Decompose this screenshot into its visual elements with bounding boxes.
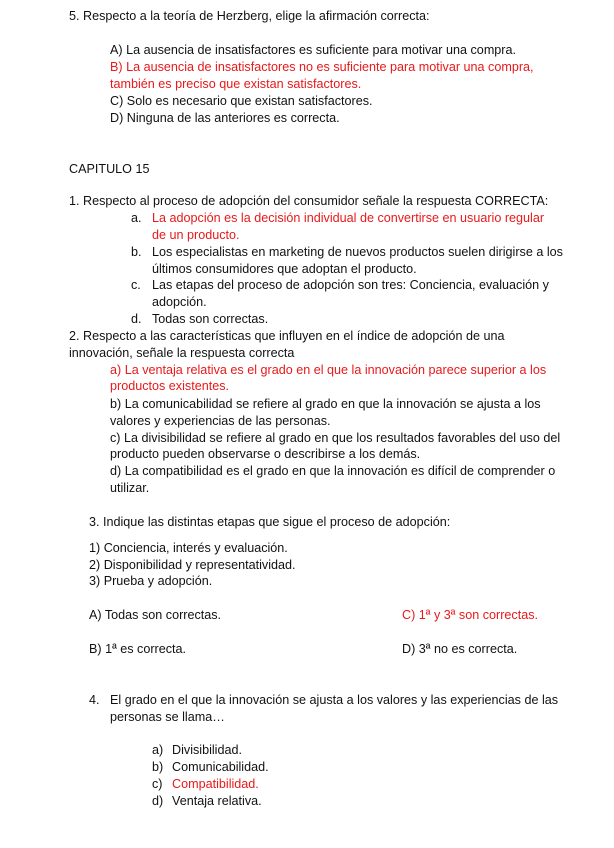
c15q1-option-c-continued: adopción. — [152, 295, 207, 309]
c15q1-option-a-continued: de un producto. — [152, 228, 240, 242]
c15q2-option-a-correct: a) La ventaja relativa es el grado en el que la innovación parece superior a los — [110, 363, 547, 377]
c15q1-question: 1. Respecto al proceso de adopción del consumidor señale la respuesta CORRECTA: — [69, 194, 549, 208]
c15q3-option-d: D) 3ª no es correcta. — [402, 642, 518, 656]
chapter-title: CAPITULO 15 — [69, 162, 150, 176]
c15q4-option-b: Comunicabilidad. — [172, 760, 269, 774]
q5-option-b-correct: B) La ausencia de insatisfactores no es suficiente para motivar una compra, — [110, 60, 534, 74]
c15q4-option-c-correct: Compatibilidad. — [172, 777, 259, 791]
c15q1-option-d: Todas son correctas. — [152, 312, 269, 326]
c15q4-option-d: Ventaja relativa. — [172, 794, 262, 808]
q5-option-b-continued: también es preciso que existan satisfactores. — [110, 77, 362, 91]
c15q4-marker-b: b) — [152, 760, 164, 774]
c15q2-question-continued: innovación, señale la respuesta correcta — [69, 346, 295, 360]
q5-option-a: A) La ausencia de insatisfactores es suficiente para motivar una compra. — [110, 43, 517, 57]
c15q3-option-c-correct: C) 1ª y 3ª son correctas. — [402, 608, 539, 622]
c15q2-option-b-continued: valores y experiencias de las personas. — [110, 414, 331, 428]
c15q3-item-3: 3) Prueba y adopción. — [89, 574, 213, 588]
q5-option-c: C) Solo es necesario que existan satisfactores. — [110, 94, 373, 108]
c15q1-option-a-correct: La adopción es la decisión individual de convertirse en usuario regular — [152, 211, 545, 225]
c15q2-option-b: b) La comunicabilidad se refiere al grado en que la innovación se ajusta a los — [110, 397, 541, 411]
c15q2-question: 2. Respecto a las características que influyen en el índice de adopción de una — [69, 329, 505, 343]
c15q1-marker-a: a. — [131, 211, 142, 225]
c15q4-number: 4. — [89, 693, 100, 707]
c15q1-marker-d: d. — [131, 312, 142, 326]
c15q1-option-b: Los especialistas en marketing de nuevos productos suelen dirigirse a los — [152, 245, 563, 259]
c15q4-question-continued: personas se llama… — [110, 710, 225, 724]
c15q4-marker-c: c) — [152, 777, 163, 791]
c15q4-marker-d: d) — [152, 794, 164, 808]
c15q1-marker-c: c. — [131, 278, 141, 292]
q5-question: 5. Respecto a la teoría de Herzberg, elige la afirmación correcta: — [69, 9, 430, 23]
c15q2-option-c: c) La divisibilidad se refiere al grado en que los resultados favorables del uso del — [110, 431, 561, 445]
c15q4-marker-a: a) — [152, 743, 164, 757]
c15q3-option-a: A) Todas son correctas. — [89, 608, 222, 622]
c15q3-question: 3. Indique las distintas etapas que sigue el proceso de adopción: — [89, 515, 451, 529]
c15q1-option-b-continued: últimos consumidores que adoptan el producto. — [152, 262, 417, 276]
c15q2-option-d: d) La compatibilidad es el grado en que la innovación es difícil de comprender o — [110, 464, 556, 478]
c15q4-question: El grado en el que la innovación se ajusta a los valores y las experiencias de las — [110, 693, 559, 707]
c15q4-option-a: Divisibilidad. — [172, 743, 242, 757]
c15q1-marker-b: b. — [131, 245, 142, 259]
c15q2-option-d-continued: utilizar. — [110, 481, 150, 495]
c15q2-option-c-continued: producto pueden observarse o describirse a los demás. — [110, 447, 421, 461]
q5-option-d: D) Ninguna de las anteriores es correcta. — [110, 111, 340, 125]
c15q3-item-2: 2) Disponibilidad y representatividad. — [89, 558, 296, 572]
c15q1-option-c: Las etapas del proceso de adopción son tres: Conciencia, evaluación y — [152, 278, 549, 292]
c15q3-item-1: 1) Conciencia, interés y evaluación. — [89, 541, 288, 555]
c15q2-option-a-continued: productos existentes. — [110, 379, 230, 393]
c15q3-option-b: B) 1ª es correcta. — [89, 642, 187, 656]
